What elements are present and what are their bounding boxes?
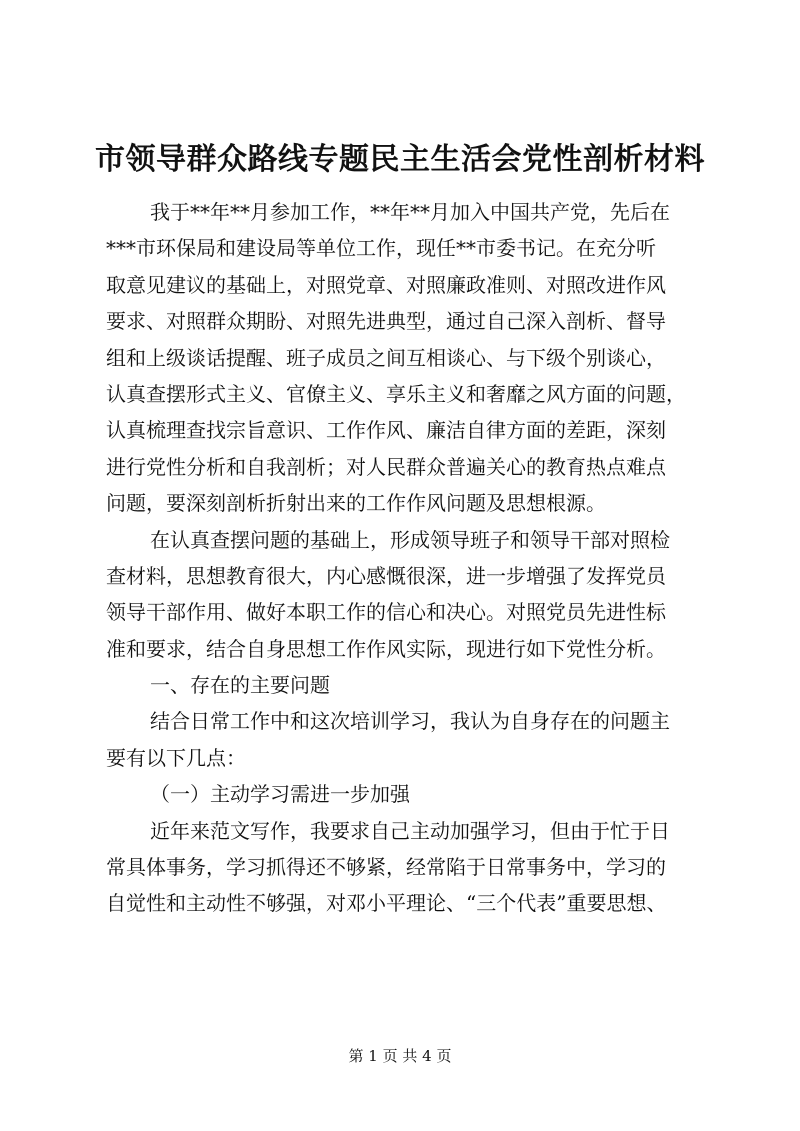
body-line: 自觉性和主动性不够强，对邓小平理论、“三个代表”重要思想、 (106, 891, 667, 916)
body-line: ***市环保局和建设局等单位工作，现任**市委书记。在充分听 (106, 236, 656, 261)
body-line: 问题，要深刻剖析折射出来的工作作风问题及思想根源。 (106, 491, 606, 516)
body-line: 结合日常工作中和这次培训学习，我认为自身存在的问题主 (150, 709, 670, 734)
body-line: 常具体事务，学习抓得还不够紧，经常陷于日常事务中，学习的 (106, 855, 666, 880)
body-line: 近年来范文写作，我要求自己主动加强学习，但由于忙于日 (150, 818, 670, 843)
body-line: 在认真查摆问题的基础上，形成领导班子和领导干部对照检 (150, 527, 670, 552)
body-line: 认真查摆形式主义、官僚主义、享乐主义和奢靡之风方面的问题， (106, 381, 686, 406)
page-number-footer: 第 1 页 共 4 页 (348, 1047, 452, 1065)
section-heading: 一、存在的主要问题 (150, 673, 330, 698)
body-line: 组和上级谈话提醒、班子成员之间互相谈心、与下级个别谈心， (106, 345, 666, 370)
body-line: 要求、对照群众期盼、对照先进典型，通过自己深入剖析、督导 (106, 309, 666, 334)
body-line: 准和要求，结合自身思想工作作风实际，现进行如下党性分析。 (106, 636, 666, 661)
body-line: 认真梳理查找宗旨意识、工作作风、廉洁自律方面的差距，深刻 (106, 418, 666, 443)
body-line: 取意见建议的基础上，对照党章、对照廉政准则、对照改进作风 (106, 272, 666, 297)
body-line: 进行党性分析和自我剖析；对人民群众普遍关心的教育热点难点 (106, 454, 666, 479)
document-body (106, 194, 706, 922)
body-line: 要有以下几点： (106, 745, 246, 770)
body-line: 领导干部作用、做好本职工作的信心和决心。对照党员先进性标 (106, 600, 666, 625)
body-line: 查材料，思想教育很大，内心感慨很深，进一步增强了发挥党员 (106, 563, 666, 588)
subsection-heading: （一）主动学习需进一步加强 (150, 782, 410, 807)
body-line: 我于**年**月参加工作，**年**月加入中国共产党，先后在 (150, 200, 670, 224)
document-title: 市领导群众路线专题民主生活会党性剖析材料 (95, 142, 705, 177)
